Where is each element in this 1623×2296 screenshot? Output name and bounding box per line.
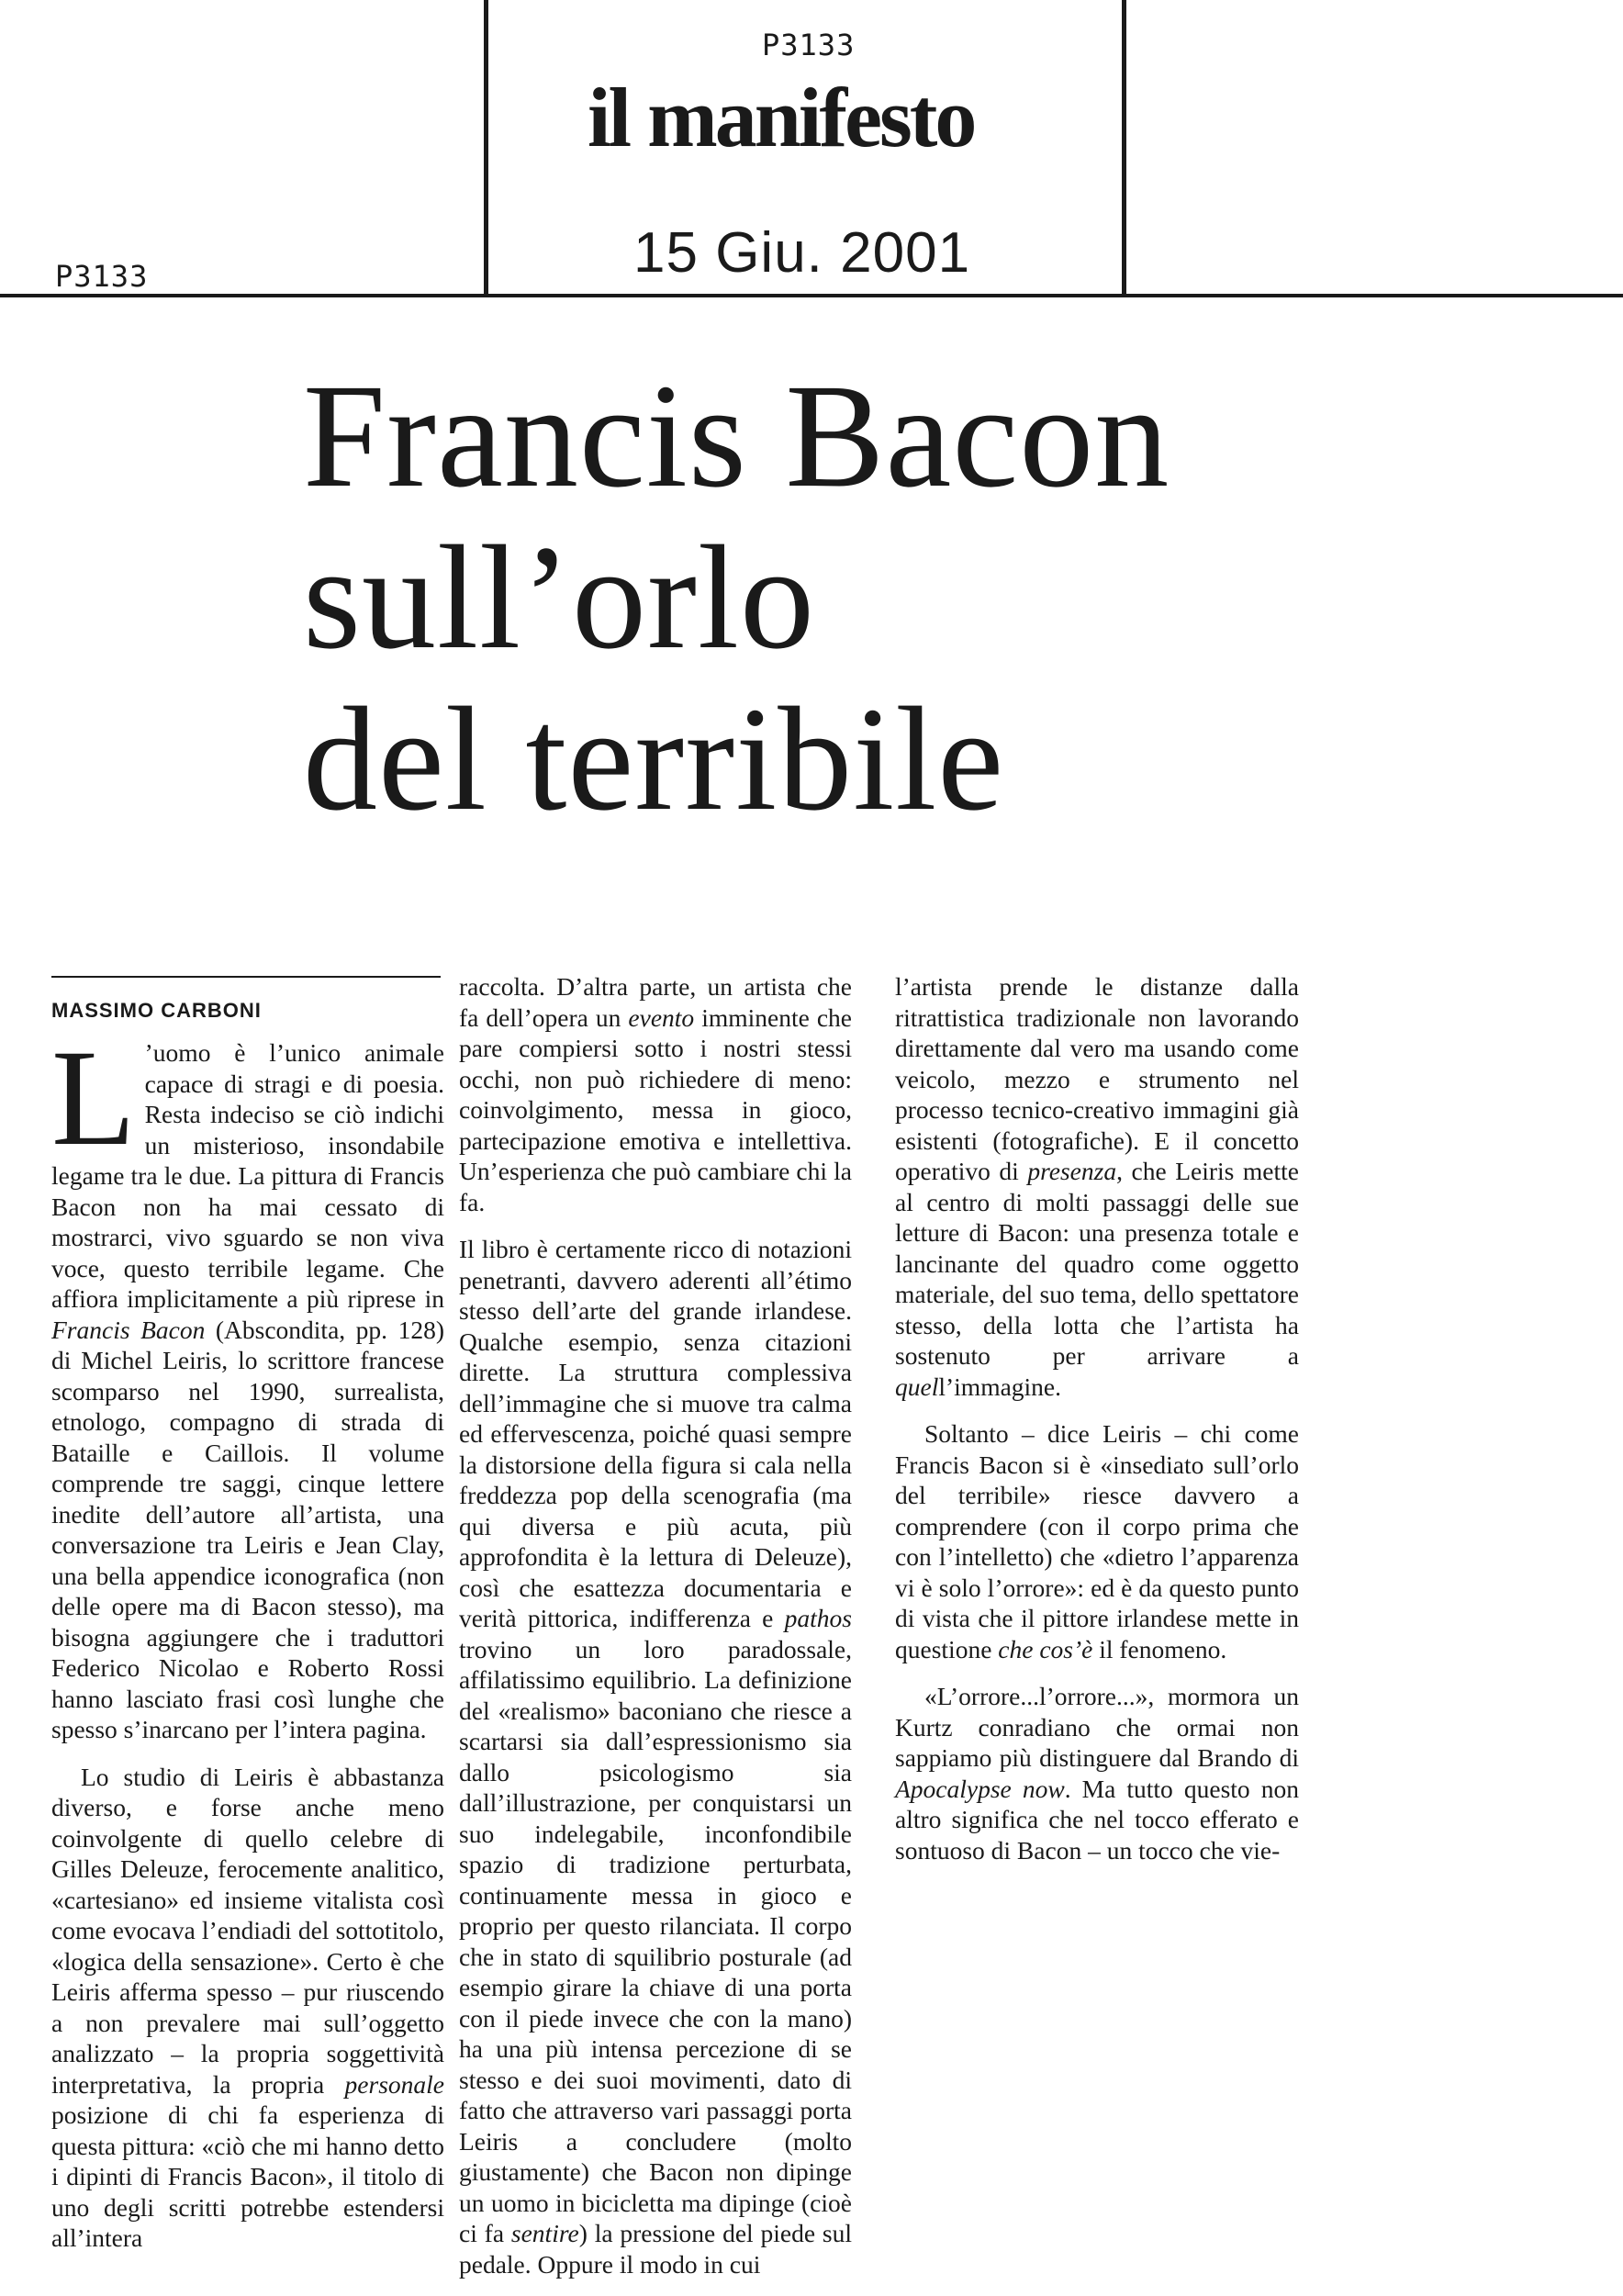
headline-line-1: Francis Bacon (303, 354, 1170, 519)
publication-date: 15 Giu. 2001 (633, 221, 971, 285)
paragraph: Soltanto – dice Leiris – chi come Francis Bacon si è «insediato sull’orlo del terribile» riesce davvero a comprendere (con il corpo prima che con l’intelletto) che «dietro l’apparenza vi è solo l’orrore»: ed è da questo punto di vista che il pittore irlandese mette in questione che cos’è il fenomeno. (895, 1419, 1299, 1663)
header-rule (0, 294, 1623, 297)
article-column-1 (51, 1022, 444, 2270)
article-column-2 (459, 971, 852, 2296)
header-divider-right (1122, 0, 1126, 296)
article-headline (303, 356, 1170, 841)
header-divider-left (484, 0, 488, 296)
drop-cap: L (51, 1022, 136, 1174)
paragraph: Il libro è certamente ricco di notazioni penetranti, davvero aderenti all’étimo stesso dell’arte del grande irlandese. Qualche esempio, senza citazioni dirette. La struttura complessiva dell’immagine che si muove tra calma ed effervescenza, poiché quasi sempre la distorsione della figura si cala nella freddezza pop della scenografia (ma qui diversa e più acuta, più approfondita è la lettura di Deleuze), così che esattezza documentaria e verità pittorica, indifferenza e pathos trovino un loro paradossale, affilatissimo equilibrio. La definizione del «realismo» baconiano che riesce a scartarsi sia dall’espressionismo sia dallo psicologismo sia dall’illustrazione, per conquistarsi un suo indelegabile, inconfondibile spazio di tradizione perturbata, continuamente messa in gioco e proprio per questo rilanciata. Il corpo che in stato di squilibrio posturale (ad esempio girare la chiave di una porta con il piede invece che con la mano) ha una più intensa percezione di se stesso e dei suoi movimenti, dato di fatto che attraverso vari passaggi porta Leiris a concludere (molto giustamente) che Bacon non dipinge un uomo in bicicletta ma dipinge (cioè ci fa sentire) la pressione del piede sul pedale. Oppure il modo in cui (459, 1235, 853, 2279)
archive-code-top: P3133 (762, 28, 856, 62)
byline-rule (51, 976, 441, 978)
headline-line-3: del terribile (303, 678, 1005, 842)
newspaper-masthead: il manifesto (588, 71, 975, 164)
archive-code-left: P3133 (55, 259, 149, 294)
author-byline: MASSIMO CARBONI (51, 999, 262, 1022)
headline-line-2: sull’orlo (303, 516, 815, 680)
paragraph: «L’orrore...l’orrore...», mormora un Kurtz conradiano che ormai non sappiamo più distinguere dal Brando di Apocalypse now. Ma tutto questo non altro significa che nel tocco efferato e sontuoso di Bacon – un tocco che vie- (895, 1682, 1299, 1865)
paragraph: raccolta. D’altra parte, un artista che fa dell’opera un evento imminente che pare compiersi sotto i nostri stessi occhi, non può richiedere di meno: coinvolgimento, messa in gioco, partecipazione emotiva e intellettiva. Un’esperienza che può cambiare chi la fa. (459, 972, 852, 1216)
article-column-3 (895, 971, 1299, 1882)
paragraph: L ’uomo è l’unico animale capace di stragi e di poesia. Resta indeciso se ciò indichi un misterioso, insondabile legame tra le due. La pittura di Francis Bacon non ha mai cessato di mostrarci, vivo sguardo se non viva voce, questo terribile legame. Che affiora implicitamente a più riprese in Francis Bacon (Abscondita, pp. 128) di Michel Leiris, lo scrittore francese scomparso nel 1990, surrealista, etnologo, compagno di strada di Bataille e Caillois. Il volume comprende tre saggi, cinque lettere inedite dell’autore all’artista, una conversazione tra Leiris e Jean Clay, una bella appendice iconografica (non delle opere ma di Bacon stesso), ma bisogna aggiungere che i traduttori Federico Nicolao e Roberto Rossi hanno lasciato frasi così lunghe che spesso s’inarcano per l’intera pagina. (51, 1022, 444, 1743)
paragraph: l’artista prende le distanze dalla ritrattistica tradizionale non lavorando direttamente dal vero ma usando come veicolo, mezzo e strumento nel processo tecnico-creativo immagini già esistenti (fotografiche). E il concetto operativo di presenza, che Leiris mette al centro di molti passaggi delle sue letture di Bacon: una presenza totale e lancinante del quadro come oggetto materiale, del suo tema, dello spettatore stesso, della lotta che l’artista ha sostenuto per arrivare a quell’immagine. (895, 972, 1299, 1401)
paragraph: Lo studio di Leiris è abbastanza diverso, e forse anche meno coinvolgente di quello celebre di Gilles Deleuze, ferocemente analitico, «cartesiano» ed insieme vitalista così come evocava l’endiadi del sottotitolo, «logica della sensazione». Certo è che Leiris afferma spesso – pur riuscendo a non prevalere mai sull’oggetto analizzato – la propria soggettività interpretativa, la propria personale posizione di chi fa esperienza di questa pittura: «ciò che mi hanno detto i dipinti di Francis Bacon», il titolo di uno degli scritti potrebbe estendersi all’intera (51, 1762, 444, 2252)
